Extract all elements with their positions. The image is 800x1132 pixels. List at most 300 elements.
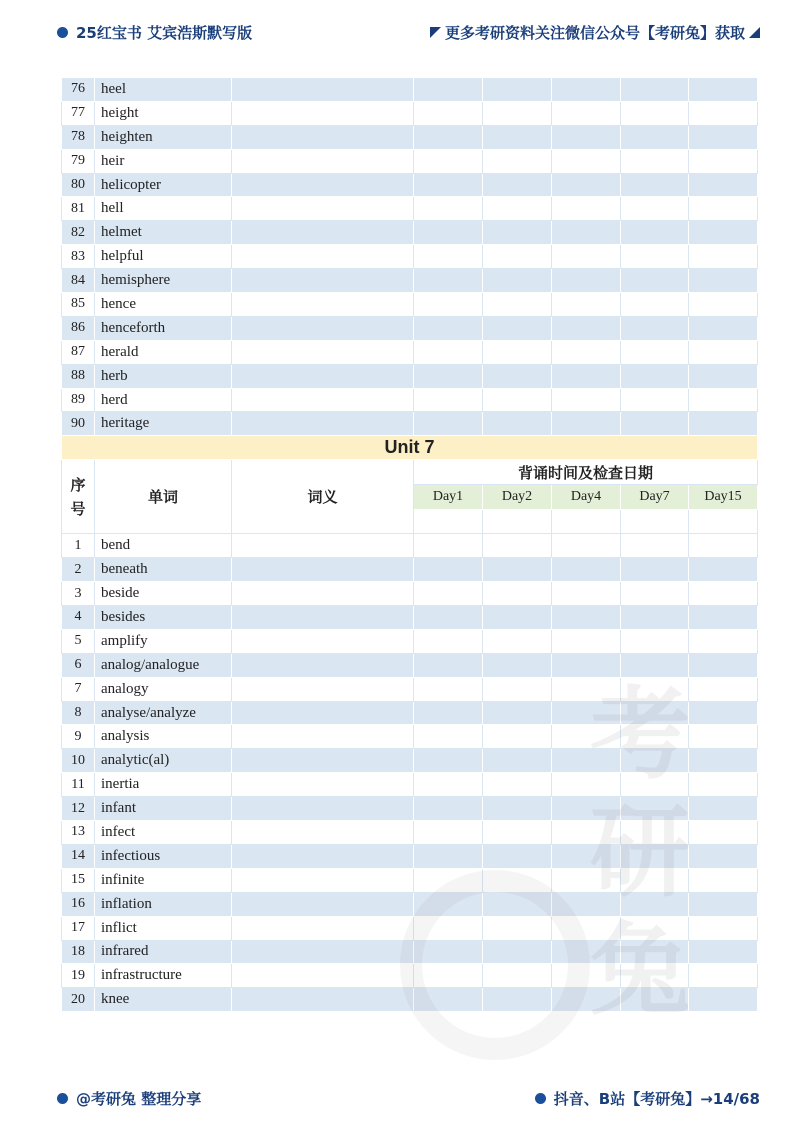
meaning-cell[interactable] [232,534,414,558]
review-cell[interactable] [552,125,621,149]
review-cell[interactable] [689,245,758,269]
review-cell[interactable] [552,797,621,821]
review-cell[interactable] [552,988,621,1012]
review-cell[interactable] [552,868,621,892]
meaning-cell[interactable] [232,245,414,269]
review-cell[interactable] [621,797,689,821]
review-cell[interactable] [621,293,689,317]
review-cell[interactable] [414,582,483,606]
review-cell[interactable] [552,221,621,245]
review-cell[interactable] [552,773,621,797]
review-cell[interactable] [689,269,758,293]
review-cell[interactable] [689,964,758,988]
review-cell[interactable] [552,534,621,558]
table-row [62,653,758,677]
table-row [62,773,758,797]
review-cell[interactable] [414,293,483,317]
review-cell[interactable] [483,964,552,988]
row-word: infinite [95,868,232,892]
review-cell[interactable] [689,558,758,582]
review-cell[interactable] [414,821,483,845]
review-cell[interactable] [621,558,689,582]
review-cell[interactable] [552,940,621,964]
meaning-cell[interactable] [232,606,414,630]
review-cell[interactable] [552,101,621,125]
review-cell[interactable] [689,821,758,845]
review-cell[interactable] [689,916,758,940]
review-cell[interactable] [414,988,483,1012]
review-cell[interactable] [621,149,689,173]
review-cell[interactable] [689,316,758,340]
meaning-cell[interactable] [232,892,414,916]
review-cell[interactable] [414,916,483,940]
row-number: 8 [62,701,95,725]
table-row [62,988,758,1012]
review-cell[interactable] [483,364,552,388]
row-word: knee [95,988,232,1012]
row-word: infectious [95,844,232,868]
review-cell[interactable] [621,940,689,964]
table-row [62,388,758,412]
row-word: hence [95,293,232,317]
row-word: inflation [95,892,232,916]
row-number: 6 [62,653,95,677]
review-cell[interactable] [414,868,483,892]
review-cell[interactable] [621,534,689,558]
footer-right-text: 抖音、B站【考研兔】→14/68 [553,1090,760,1108]
review-cell[interactable] [552,197,621,221]
review-cell[interactable] [552,582,621,606]
review-cell[interactable] [689,868,758,892]
review-cell[interactable] [414,534,483,558]
meaning-cell[interactable] [232,940,414,964]
table-row [62,582,758,606]
review-cell[interactable] [621,101,689,125]
review-cell[interactable] [483,988,552,1012]
meaning-cell[interactable] [232,197,414,221]
review-cell[interactable] [552,293,621,317]
meaning-cell[interactable] [232,773,414,797]
review-cell[interactable] [414,964,483,988]
review-cell[interactable] [689,173,758,197]
review-cell[interactable] [414,653,483,677]
row-number: 3 [62,582,95,606]
row-number: 87 [62,340,95,364]
meaning-cell[interactable] [232,412,414,436]
row-word: analyse/analyze [95,701,232,725]
day-column-header: Day7 [621,485,689,510]
row-word: besides [95,606,232,630]
meaning-cell[interactable] [232,677,414,701]
review-cell[interactable] [483,868,552,892]
meaning-cell[interactable] [232,582,414,606]
review-cell[interactable] [689,293,758,317]
row-number: 83 [62,245,95,269]
review-cell[interactable] [621,821,689,845]
review-cell[interactable] [621,606,689,630]
review-cell[interactable] [483,916,552,940]
row-word: infrastructure [95,964,232,988]
meaning-cell[interactable] [232,749,414,773]
meaning-cell[interactable] [232,221,414,245]
review-cell[interactable] [689,149,758,173]
review-cell[interactable] [552,964,621,988]
review-cell[interactable] [552,701,621,725]
review-cell[interactable] [552,821,621,845]
review-cell[interactable] [552,844,621,868]
table-row [62,173,758,197]
review-cell[interactable] [414,197,483,221]
review-cell[interactable] [414,940,483,964]
review-cell[interactable] [483,316,552,340]
review-cell[interactable] [483,701,552,725]
blank-cell [621,509,689,534]
review-cell[interactable] [414,773,483,797]
page-footer [0,1088,800,1110]
review-cell[interactable] [621,844,689,868]
review-cell[interactable] [483,892,552,916]
review-cell[interactable] [689,364,758,388]
meaning-cell[interactable] [232,821,414,845]
review-cell[interactable] [483,78,552,102]
unit-header [62,436,758,534]
review-cell[interactable] [689,629,758,653]
review-cell[interactable] [483,340,552,364]
blank-cell [689,509,758,534]
review-cell[interactable] [483,653,552,677]
review-cell[interactable] [689,125,758,149]
table-row [62,844,758,868]
review-cell[interactable] [621,197,689,221]
review-cell[interactable] [689,412,758,436]
meaning-cell[interactable] [232,388,414,412]
review-cell[interactable] [483,149,552,173]
row-number: 9 [62,725,95,749]
day-column-header: Day2 [483,485,552,510]
review-cell[interactable] [689,221,758,245]
row-number: 14 [62,844,95,868]
review-cell[interactable] [621,725,689,749]
row-number: 15 [62,868,95,892]
review-cell[interactable] [552,388,621,412]
review-cell[interactable] [552,173,621,197]
row-word: herd [95,388,232,412]
row-number: 10 [62,749,95,773]
meaning-cell[interactable] [232,78,414,102]
table-row [62,677,758,701]
review-cell[interactable] [483,606,552,630]
review-cell[interactable] [483,629,552,653]
row-word: heighten [95,125,232,149]
corner-triangle-icon [749,27,760,38]
col-meaning-header: 词义 [232,460,414,534]
review-cell[interactable] [483,125,552,149]
review-cell[interactable] [689,677,758,701]
review-cell[interactable] [689,197,758,221]
meaning-cell[interactable] [232,364,414,388]
row-word: heir [95,149,232,173]
review-cell[interactable] [414,149,483,173]
meaning-cell[interactable] [232,173,414,197]
review-cell[interactable] [689,844,758,868]
review-cell[interactable] [414,173,483,197]
row-number: 18 [62,940,95,964]
header-left [57,22,252,43]
review-cell[interactable] [483,412,552,436]
bullet-dot-icon [57,1093,68,1104]
table-row [62,558,758,582]
review-cell[interactable] [552,677,621,701]
page-header [0,22,800,44]
review-cell[interactable] [552,340,621,364]
review-cell[interactable] [552,629,621,653]
review-cell[interactable] [414,316,483,340]
review-cell[interactable] [689,701,758,725]
review-cell[interactable] [414,629,483,653]
review-cell[interactable] [621,916,689,940]
row-number: 17 [62,916,95,940]
review-cell[interactable] [552,269,621,293]
review-cell[interactable] [483,844,552,868]
review-cell[interactable] [621,173,689,197]
row-number: 89 [62,388,95,412]
review-cell[interactable] [414,245,483,269]
review-cell[interactable] [689,940,758,964]
meaning-cell[interactable] [232,701,414,725]
review-cell[interactable] [689,773,758,797]
review-cell[interactable] [483,940,552,964]
table-row [62,221,758,245]
review-cell[interactable] [621,582,689,606]
review-cell[interactable] [552,725,621,749]
review-cell[interactable] [483,749,552,773]
review-cell[interactable] [483,388,552,412]
meaning-cell[interactable] [232,125,414,149]
review-cell[interactable] [414,677,483,701]
table-row [62,149,758,173]
header-right [430,22,760,43]
meaning-cell[interactable] [232,797,414,821]
review-cell[interactable] [414,340,483,364]
review-cell[interactable] [621,388,689,412]
table-row [62,316,758,340]
meaning-cell[interactable] [232,916,414,940]
review-cell[interactable] [414,101,483,125]
row-number: 88 [62,364,95,388]
table-row [62,940,758,964]
review-cell[interactable] [414,749,483,773]
review-cell[interactable] [621,269,689,293]
footer-right [535,1088,760,1109]
review-cell[interactable] [552,364,621,388]
meaning-cell[interactable] [232,340,414,364]
meaning-cell[interactable] [232,653,414,677]
review-cell[interactable] [552,558,621,582]
row-word: hemisphere [95,269,232,293]
table-row [62,892,758,916]
header-left-text: 25红宝书 艾宾浩斯默写版 [76,24,253,42]
review-cell[interactable] [621,653,689,677]
review-cell[interactable] [552,149,621,173]
row-word: henceforth [95,316,232,340]
review-cell[interactable] [483,821,552,845]
review-cell[interactable] [552,245,621,269]
meaning-cell[interactable] [232,844,414,868]
review-cell[interactable] [621,868,689,892]
review-cell[interactable] [689,78,758,102]
review-cell[interactable] [689,797,758,821]
review-cell[interactable] [483,269,552,293]
review-cell[interactable] [689,606,758,630]
review-cell[interactable] [414,844,483,868]
meaning-cell[interactable] [232,558,414,582]
meaning-cell[interactable] [232,964,414,988]
review-cell[interactable] [552,606,621,630]
bullet-dot-icon [57,27,68,38]
review-cell[interactable] [414,125,483,149]
row-word: herb [95,364,232,388]
review-cell[interactable] [621,964,689,988]
review-cell[interactable] [483,101,552,125]
row-number: 84 [62,269,95,293]
review-cell[interactable] [621,125,689,149]
row-word: heel [95,78,232,102]
table-row [62,269,758,293]
meaning-cell[interactable] [232,725,414,749]
review-cell[interactable] [689,653,758,677]
review-cell[interactable] [483,582,552,606]
review-cell[interactable] [414,412,483,436]
bullet-dot-icon [535,1093,546,1104]
review-cell[interactable] [621,773,689,797]
review-cell[interactable] [552,916,621,940]
review-cell[interactable] [689,892,758,916]
row-word: infrared [95,940,232,964]
review-cell[interactable] [689,749,758,773]
meaning-cell[interactable] [232,101,414,125]
review-cell[interactable] [552,749,621,773]
row-number: 82 [62,221,95,245]
table-row [62,340,758,364]
review-cell[interactable] [483,534,552,558]
row-number: 2 [62,558,95,582]
meaning-cell[interactable] [232,988,414,1012]
review-cell[interactable] [483,197,552,221]
review-cell[interactable] [552,653,621,677]
review-cell[interactable] [483,725,552,749]
row-word: amplify [95,629,232,653]
review-cell[interactable] [414,892,483,916]
meaning-cell[interactable] [232,868,414,892]
row-number: 7 [62,677,95,701]
review-cell[interactable] [483,221,552,245]
review-cell[interactable] [483,773,552,797]
review-cell[interactable] [552,412,621,436]
unit-title: Unit 7 [62,436,758,460]
review-cell[interactable] [483,558,552,582]
review-cell[interactable] [483,797,552,821]
header-right-text: 更多考研资料关注微信公众号【考研兔】获取 [444,24,745,42]
review-cell[interactable] [552,78,621,102]
review-cell[interactable] [414,606,483,630]
review-cell[interactable] [621,892,689,916]
table-row [62,293,758,317]
review-cell[interactable] [414,221,483,245]
meaning-cell[interactable] [232,316,414,340]
review-cell[interactable] [621,364,689,388]
row-word: hell [95,197,232,221]
review-cell[interactable] [414,388,483,412]
review-cell[interactable] [689,988,758,1012]
meaning-cell[interactable] [232,293,414,317]
corner-triangle-icon [430,27,441,38]
review-cell[interactable] [621,749,689,773]
review-cell[interactable] [621,221,689,245]
review-cell[interactable] [483,293,552,317]
review-cell[interactable] [414,725,483,749]
review-cell[interactable] [414,797,483,821]
review-cell[interactable] [552,316,621,340]
review-cell[interactable] [621,340,689,364]
row-number: 5 [62,629,95,653]
meaning-cell[interactable] [232,629,414,653]
review-cell[interactable] [689,340,758,364]
meaning-cell[interactable] [232,149,414,173]
row-number: 77 [62,101,95,125]
review-cell[interactable] [414,78,483,102]
review-cell[interactable] [621,78,689,102]
row-number: 19 [62,964,95,988]
review-cell[interactable] [414,364,483,388]
row-number: 79 [62,149,95,173]
review-cell[interactable] [483,173,552,197]
table-row [62,245,758,269]
review-cell[interactable] [689,582,758,606]
table-row [62,629,758,653]
review-cell[interactable] [552,892,621,916]
review-cell[interactable] [689,101,758,125]
review-cell[interactable] [621,701,689,725]
review-cell[interactable] [689,725,758,749]
review-cell[interactable] [483,245,552,269]
review-cell[interactable] [621,629,689,653]
row-word: analysis [95,725,232,749]
day-column-header: Day15 [689,485,758,510]
col-index-header [62,460,95,534]
table-row [62,78,758,102]
table-row [62,725,758,749]
review-cell[interactable] [689,388,758,412]
review-cell[interactable] [483,677,552,701]
review-cell[interactable] [621,412,689,436]
row-number: 90 [62,412,95,436]
review-cell[interactable] [414,269,483,293]
row-word: infect [95,821,232,845]
review-cell[interactable] [621,988,689,1012]
day-column-header: Day4 [552,485,621,510]
meaning-cell[interactable] [232,269,414,293]
row-number: 12 [62,797,95,821]
review-cell[interactable] [621,316,689,340]
row-number: 4 [62,606,95,630]
row-word: bend [95,534,232,558]
row-number: 85 [62,293,95,317]
review-cell[interactable] [414,701,483,725]
review-cell[interactable] [414,558,483,582]
review-cell[interactable] [621,245,689,269]
review-cell[interactable] [689,534,758,558]
review-cell[interactable] [621,677,689,701]
